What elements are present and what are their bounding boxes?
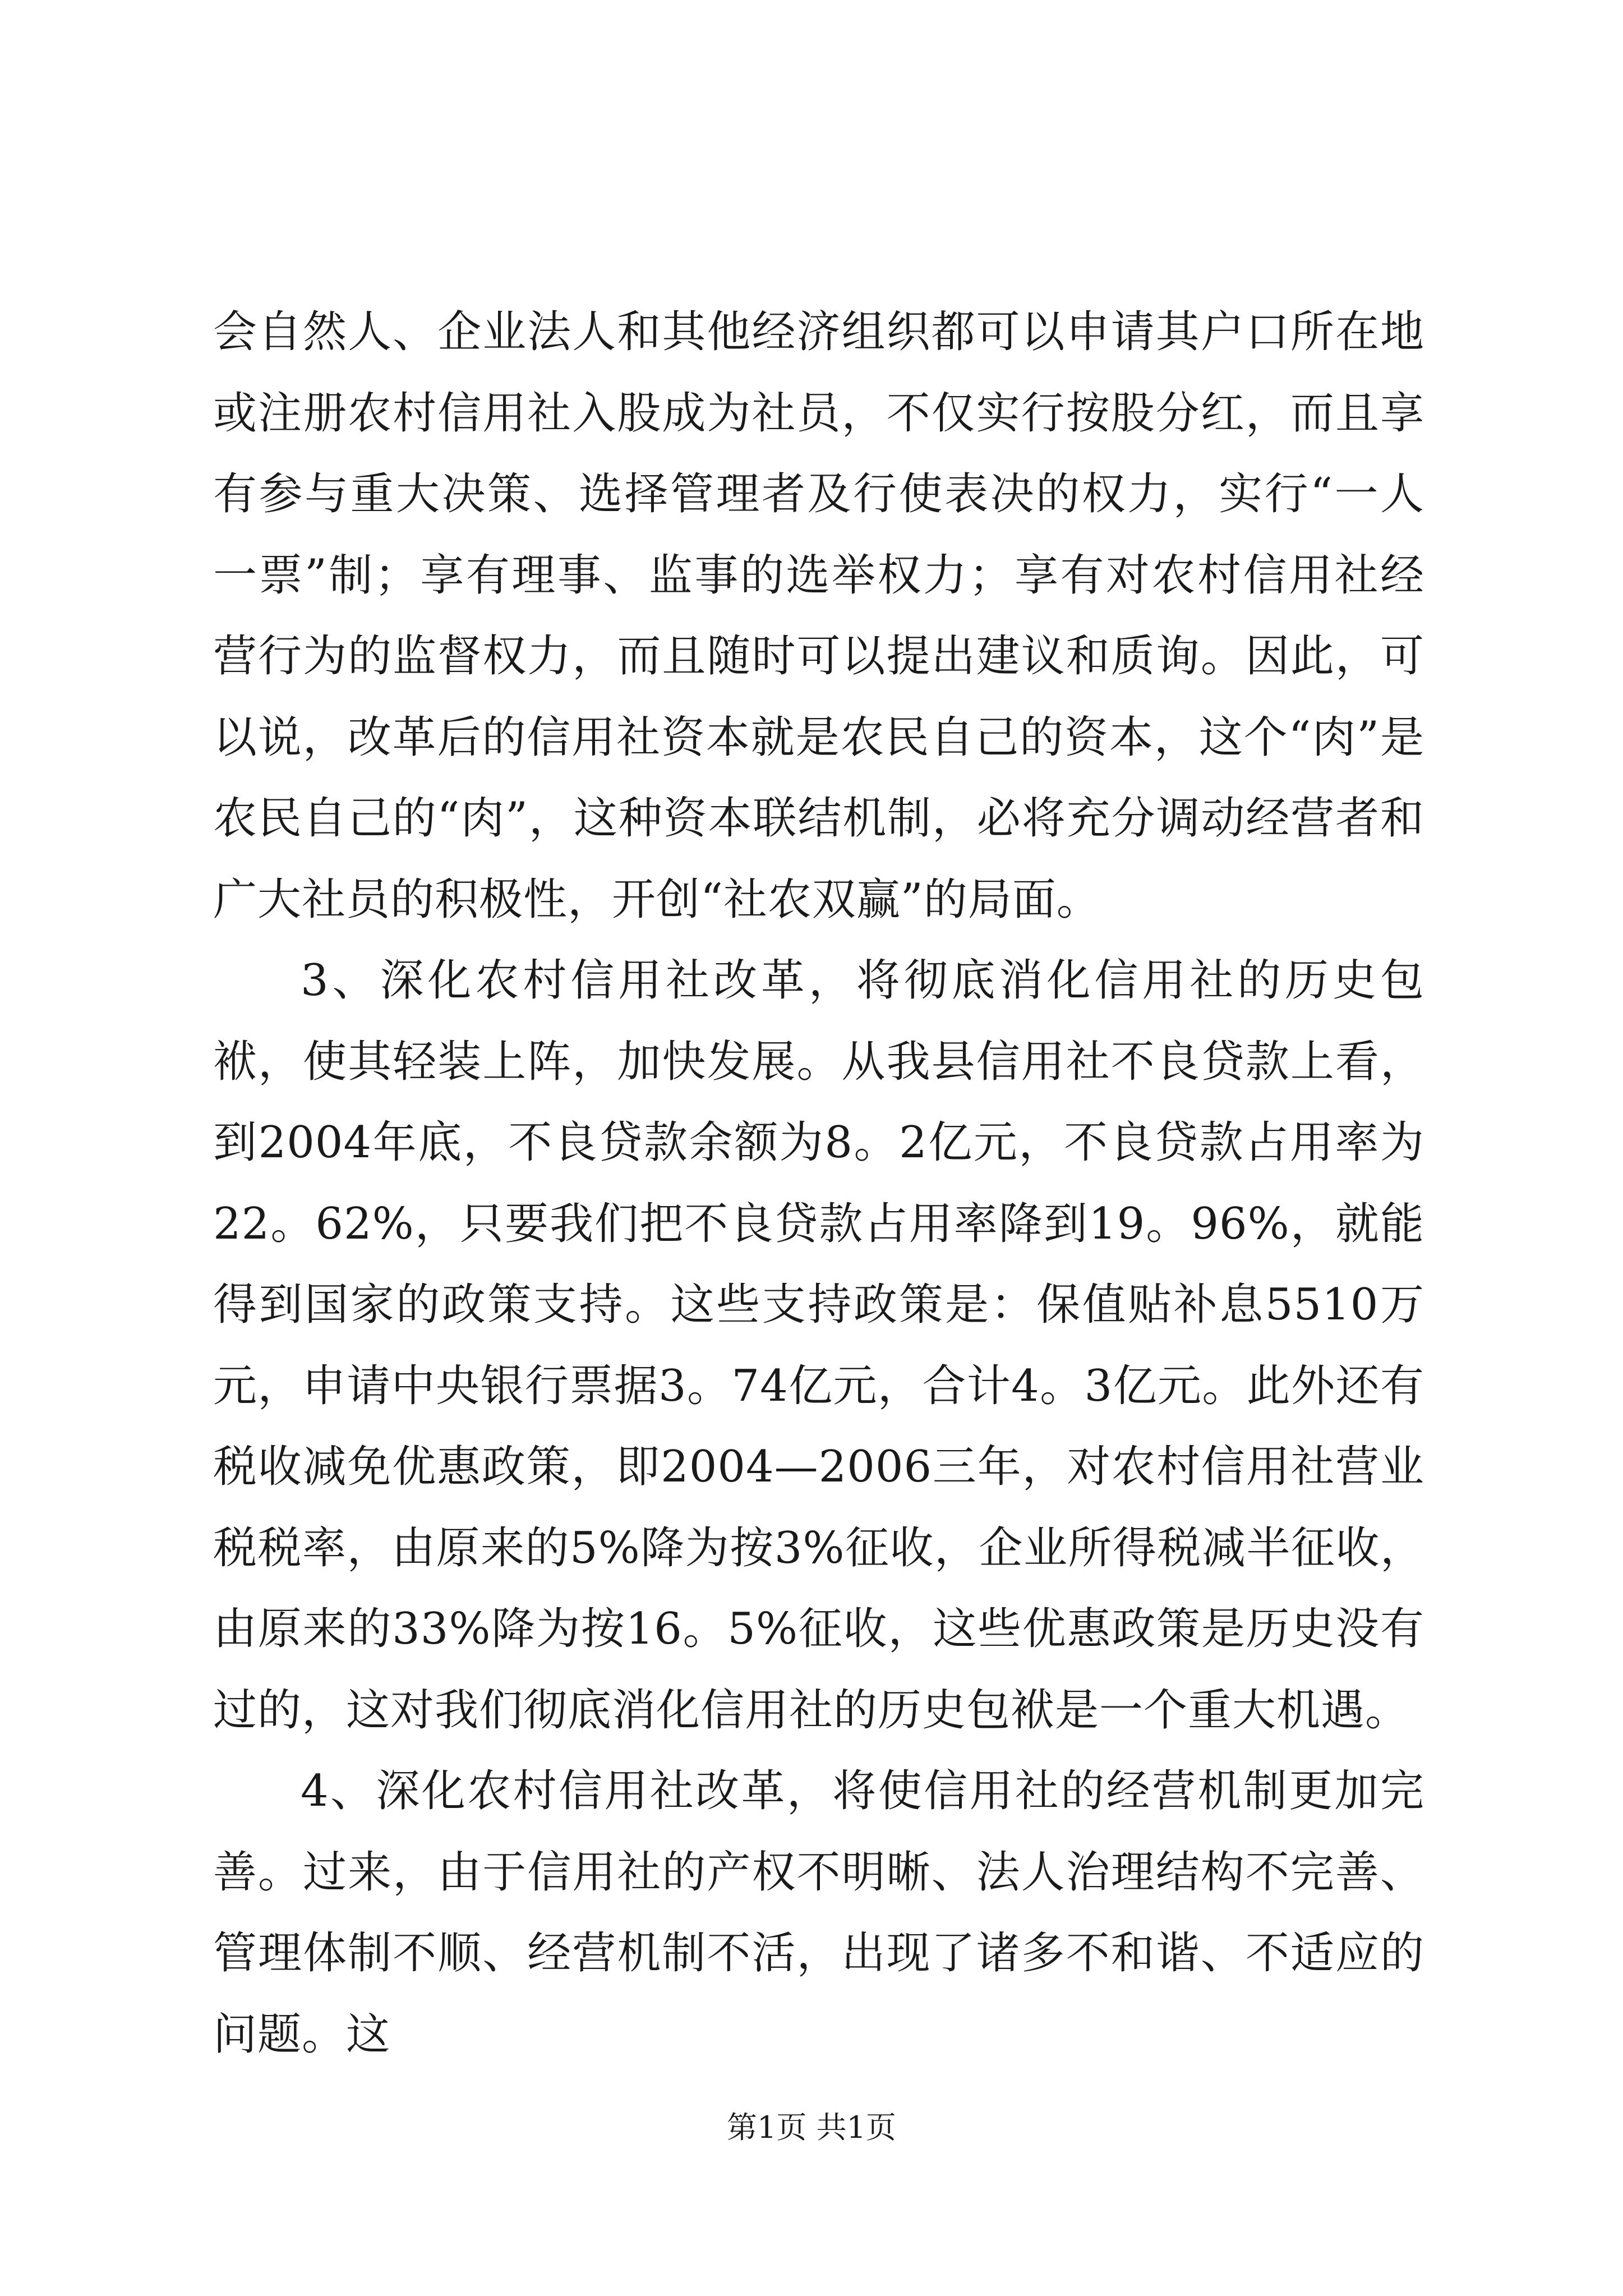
paragraph-continuation: 会自然人、企业法人和其他经济组织都可以申请其户口所在地或注册农村信用社入股成为社员，不仅实行按股分红，而且享有参与重大决策、选择管理者及行使表决的权力，实行“一人一票”制；享有理事、监事的选举权力；享有对农村信用社经营行为的监督权力，而且随时可以提出建议和质询。因此，可以说，改革后的信用社资本就是农民自己的资本，这个“肉”是农民自己的“肉”，这种资本联结机制，必将充分调动经营者和广大社员的积极性，开创“社农双赢”的局面。 [213,307,1424,925]
paragraph-item-4: 4、深化农村信用社改革，将使信用社的经营机制更加完善。过来，由于信用社的产权不明晰、法人治理结构不完善、管理体制不顺、经营机制不活，出现了诸多不和谐、不适应的问题。这 [213,1766,1424,2060]
paragraph-item-3: 3、深化农村信用社改革，将彻底消化信用社的历史包袱，使其轻装上阵，加快发展。从我县信用社不良贷款上看，到2004年底，不良贷款余额为8。2亿元，不良贷款占用率为22。62%，只要我们把不良贷款占用率降到19。96%，就能得到国家的政策支持。这些支持政策是：保值贴补息5510万元，申请中央银行票据3。74亿元，合计4。3亿元。此外还有税收减免优惠政策，即2004—2006三年，对农村信用社营业税税率，由原来的5%降为按3%征收，企业所得税减半征收，由原来的33%降为按16。5%征收，这些优惠政策是历史没有过的，这对我们彻底消化信用社的历史包袱是一个重大机遇。 [213,955,1424,1736]
document-body [213,292,1424,2075]
page-footer: 第1页 共1页 [727,2110,896,2145]
